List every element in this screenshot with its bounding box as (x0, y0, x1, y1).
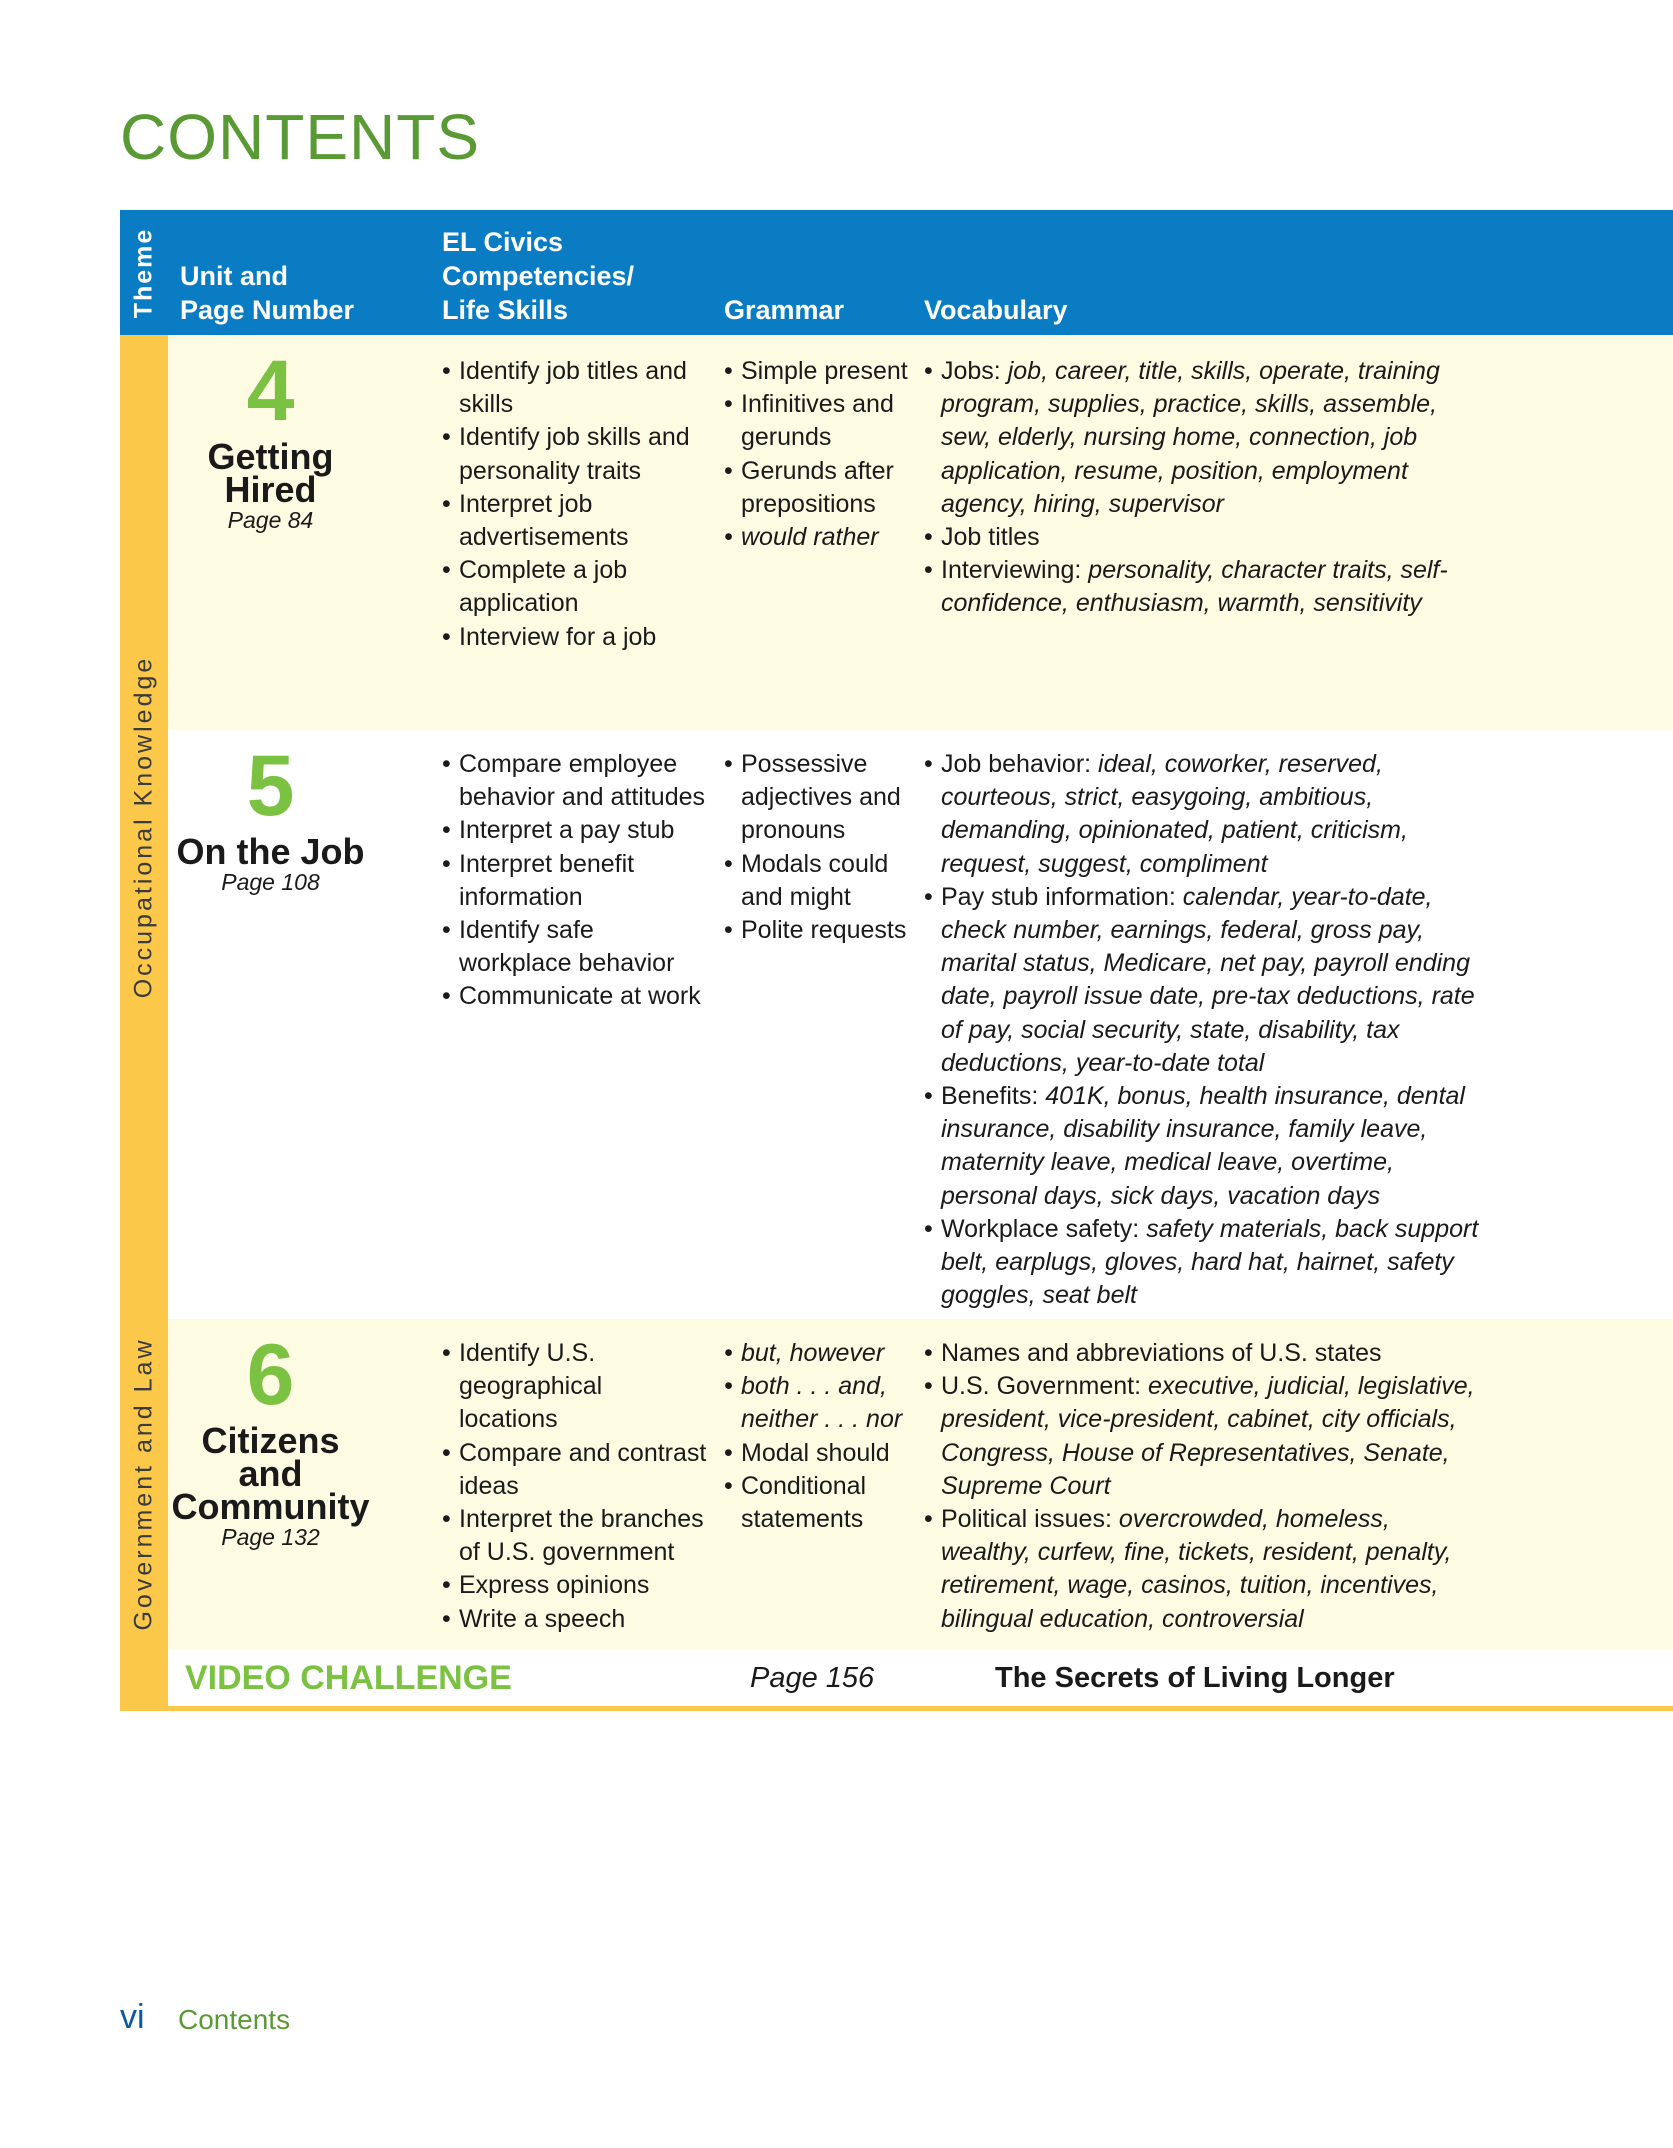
header-competencies (442, 225, 634, 327)
vocab-lead: Workplace safety: (941, 1214, 1147, 1243)
header-competencies-line: Competencies/ (442, 261, 635, 291)
list-item (924, 1503, 1484, 1636)
list-item: • Compare employee behavior and attitudes (442, 748, 707, 814)
list-item: • Modals could and might (724, 848, 909, 914)
list-item: • both . . . and, neither . . . nor (724, 1370, 909, 1436)
list-item (924, 355, 1484, 521)
unit-page: Page 108 (221, 869, 320, 895)
list-item: • Identify job skills and personality traits (442, 421, 707, 487)
list-item (924, 1370, 1484, 1503)
vocab-terms: executive, judicial, legislative, president, vice-president, cabinet, city officials, Congress, House of Representatives, Senate, Supreme Court (941, 1372, 1475, 1500)
header-unit-line: Unit and (180, 261, 288, 291)
list-item (924, 881, 1484, 1080)
list-item: • Write a speech (442, 1603, 707, 1636)
unit-6-competencies (442, 1337, 707, 1636)
header-unit (180, 259, 354, 327)
unit-5-grammar (724, 748, 909, 947)
theme-occupational-label: Occupational Knowledge (129, 655, 158, 999)
table-header (120, 210, 1673, 335)
vocab-terms: calendar, year-to-date, check number, earnings, federal, gross pay, marital status, Medicare, net pay, payroll ending date, payroll issue date, pre-tax deductions, rate of pay, social security, state, disability, tax deductions, year-to-date total (941, 882, 1475, 1077)
list-item (924, 1337, 1484, 1370)
unit-4-vocabulary (924, 355, 1484, 621)
list-item: • Polite requests (724, 914, 909, 947)
header-competencies-line: Life Skills (442, 295, 569, 325)
list-item (924, 1080, 1484, 1213)
unit-4-heading (168, 343, 373, 534)
divider (120, 1706, 1673, 1711)
unit-name (168, 1420, 373, 1527)
list-item: • Interpret the branches of U.S. government (442, 1503, 707, 1569)
vocab-lead: Names and abbreviations of U.S. states (941, 1339, 1382, 1367)
header-theme (120, 210, 168, 335)
list-item: • Identify U.S. geographical locations (442, 1337, 707, 1437)
list-item: • would rather (724, 521, 909, 554)
unit-page: Page 132 (221, 1524, 320, 1550)
vocab-lead: Interviewing: (941, 556, 1089, 585)
unit-page: Page 84 (227, 507, 314, 533)
list-item: • Interpret benefit information (442, 848, 707, 914)
list-item: • Simple present (724, 355, 909, 388)
unit-name-line: Getting (207, 436, 334, 477)
video-challenge-page: Page 156 (750, 1662, 875, 1694)
video-challenge-title: The Secrets of Living Longer (995, 1662, 1395, 1694)
unit-6-grammar (724, 1337, 909, 1536)
list-item: • Interpret a pay stub (442, 814, 707, 847)
vocab-lead: Job titles (941, 523, 1040, 552)
header-theme-label: Theme (129, 227, 158, 318)
video-challenge-side (120, 1650, 168, 1711)
unit-name-line: Hired (224, 469, 317, 510)
unit-5-vocabulary (924, 748, 1484, 1312)
footer-page-number: vi (120, 1998, 145, 2036)
vocab-lead: Benefits: (941, 1082, 1046, 1111)
vocab-lead: Jobs: (941, 357, 1008, 385)
unit-number: 5 (246, 738, 295, 834)
list-item: • Interview for a job (442, 621, 707, 654)
vocab-lead: Political issues: (941, 1505, 1119, 1534)
unit-number: 6 (246, 1327, 295, 1423)
vocab-lead: U.S. Government: (941, 1372, 1149, 1401)
list-item: • Modal should (724, 1437, 909, 1470)
list-item: • Identify safe workplace behavior (442, 914, 707, 980)
list-item (924, 748, 1484, 881)
unit-5-heading (168, 738, 373, 896)
unit-number: 4 (246, 343, 295, 439)
header-unit-line: Page Number (180, 295, 355, 325)
list-item: • Express opinions (442, 1569, 707, 1602)
vocab-terms: overcrowded, homeless, wealthy, curfew, fine, tickets, resident, penalty, retirement, wage, casinos, tuition, incentives, bilingual education, controversial (941, 1505, 1452, 1633)
theme-occupational (120, 335, 168, 1319)
theme-government-label: Government and Law (129, 1337, 158, 1631)
list-item: • Communicate at work (442, 980, 707, 1013)
unit-name-line: On the Job (176, 831, 365, 872)
vocab-terms: 401K, bonus, health insurance, dental insurance, disability insurance, family leave, maternity leave, medical leave, overtime, personal days, sick days, vacation days (941, 1082, 1465, 1210)
list-item (924, 1213, 1484, 1313)
footer-section: Contents (178, 2004, 291, 2035)
unit-6-heading (168, 1327, 373, 1551)
unit-name (168, 436, 373, 510)
unit-name-line: Community (171, 1486, 370, 1527)
list-item: • Interpret job advertisements (442, 488, 707, 554)
vocab-terms: safety materials, back support belt, earplugs, gloves, hard hat, hairnet, safety goggles, seat belt (941, 1214, 1479, 1310)
unit-4-grammar (724, 355, 909, 554)
list-item: • Infinitives and gerunds (724, 388, 909, 454)
list-item (924, 521, 1484, 554)
page-title: CONTENTS (120, 101, 480, 173)
unit-6-vocabulary (924, 1337, 1484, 1636)
vocab-lead: Pay stub information: (941, 882, 1183, 911)
list-item: • Complete a job application (442, 554, 707, 620)
unit-4-competencies (442, 355, 707, 654)
video-challenge-label: VIDEO CHALLENGE (185, 1659, 512, 1697)
vocab-terms: ideal, coworker, reserved, courteous, strict, easygoing, ambitious, demanding, opinionated, patient, criticism, request, suggest, compliment (941, 750, 1408, 878)
list-item: • Conditional statements (724, 1470, 909, 1536)
list-item: • Compare and contrast ideas (442, 1437, 707, 1503)
unit-name-line: Citizens and (201, 1420, 340, 1494)
header-competencies-line: EL Civics (442, 227, 564, 257)
list-item: • Gerunds after prepositions (724, 455, 909, 521)
list-item: • Identify job titles and skills (442, 355, 707, 421)
vocab-lead: Job behavior: (941, 750, 1099, 778)
list-item: • Possessive adjectives and pronouns (724, 748, 909, 848)
vocab-terms: personality, character traits, self-confidence, enthusiasm, warmth, sensitivity (941, 556, 1448, 618)
list-item (924, 554, 1484, 620)
header-grammar: Grammar (724, 295, 845, 325)
header-vocabulary: Vocabulary (924, 295, 1068, 325)
unit-name (168, 831, 373, 872)
vocab-terms: job, career, title, skills, operate, training program, supplies, practice, skills, assemble, sew, elderly, nursing home, connection, job application, resume, position, employment agency, hiring, supervisor (941, 357, 1440, 518)
unit-5-competencies (442, 748, 707, 1014)
list-item: • but, however (724, 1337, 909, 1370)
